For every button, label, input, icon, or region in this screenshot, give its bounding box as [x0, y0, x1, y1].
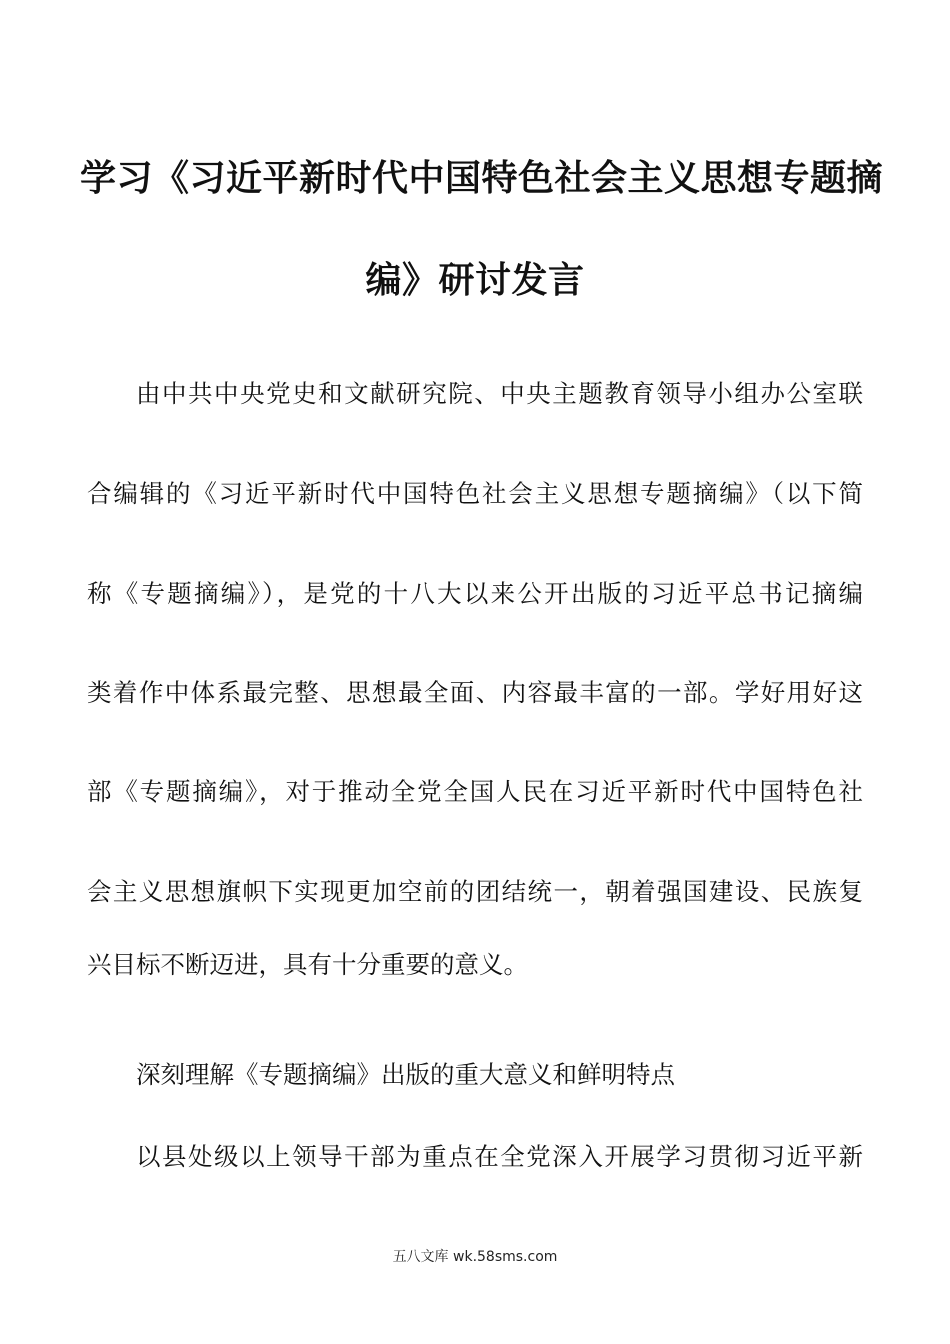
paragraph-1-line-1: 由中共中央党史和文献研究院、中央主题教育领导小组办公室联 [136, 379, 863, 408]
document-title-line-2: 编》研讨发言 [365, 260, 585, 301]
paragraph-1-line-3: 称《专题摘编》），是党的十八大以来公开出版的习近平总书记摘编 [87, 579, 863, 608]
paragraph-1-line-5: 部《专题摘编》，对于推动全党全国人民在习近平新时代中国特色社 [87, 777, 863, 806]
footer-watermark: 五八文库 wk.58sms.com [392, 1249, 558, 1265]
paragraph-1-line-2: 合编辑的《习近平新时代中国特色社会主义思想专题摘编》（以下简 [87, 479, 863, 508]
paragraph-2-line-1: 以县处级以上领导干部为重点在全党深入开展学习贯彻习近平新 [136, 1142, 863, 1171]
paragraph-1-line-6: 会主义思想旗帜下实现更加空前的团结统一，朝着强国建设、民族复 [87, 877, 863, 906]
document-title-line-1: 学习《习近平新时代中国特色社会主义思想专题摘 [80, 158, 884, 199]
section-heading: 深刻理解《专题摘编》出版的重大意义和鲜明特点 [136, 1060, 675, 1089]
paragraph-1-line-7: 兴目标不断迈进，具有十分重要的意义。 [87, 950, 528, 979]
paragraph-1-line-4: 类着作中体系最完整、思想最全面、内容最丰富的一部。学好用好这 [87, 678, 863, 707]
